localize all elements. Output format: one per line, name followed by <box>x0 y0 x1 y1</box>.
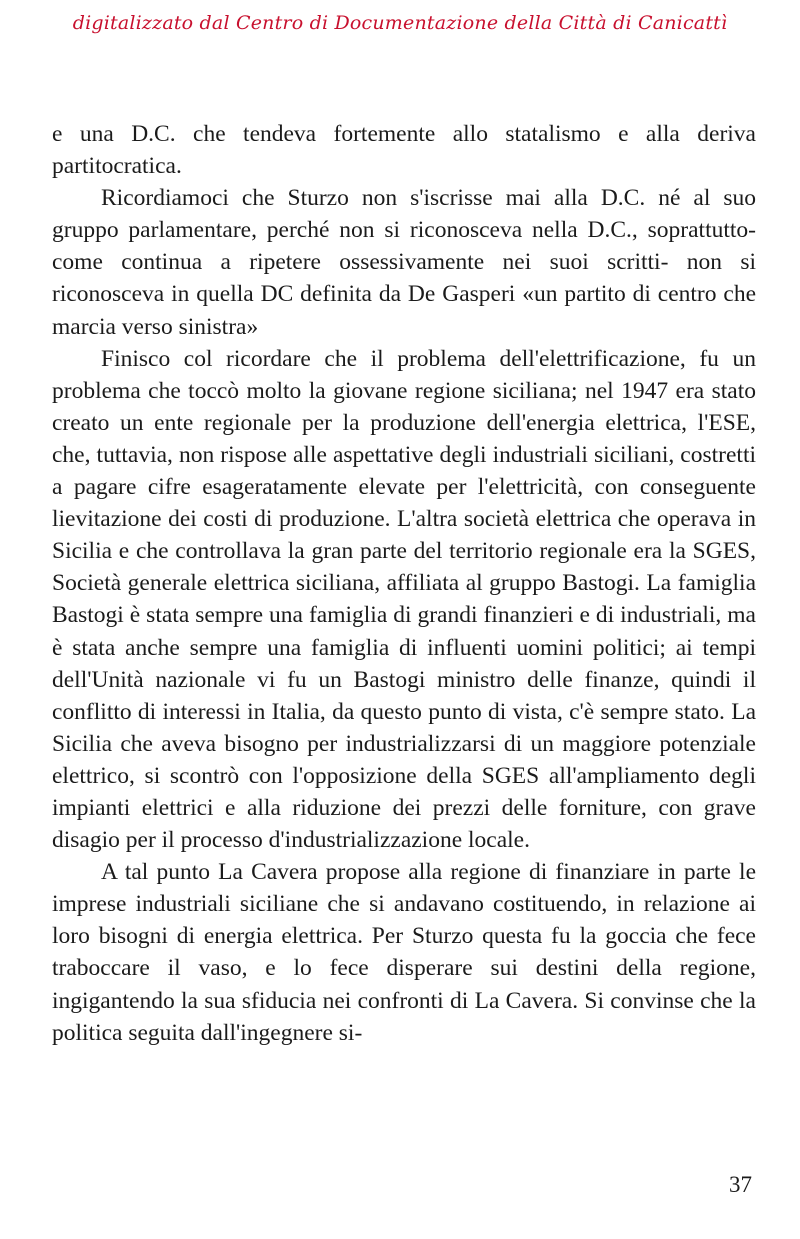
paragraph-continuation: e una D.C. che tendeva fortemente allo statalismo e alla deriva partitocratica. <box>52 121 756 180</box>
paragraph-la-cavera: A tal punto La Cavera propose alla regione di finanziare in parte le imprese industriali siciliane che si andavano costituendo, in relazione ai loro bisogni di energia elettrica. Per Sturzo questa fu la goccia che fece traboccare il vaso, e lo fece disperare sui destini della regione, ingigantendo la sua sfiducia nei confronti di La Cavera. Si convinse che la politica seguita dall'ingegnere si- <box>52 859 756 1046</box>
page-body <box>52 118 756 1049</box>
page-number: 37 <box>729 1172 752 1197</box>
paragraph-sturzo-dc: Ricordiamoci che Sturzo non s'iscrisse mai alla D.C. né al suo gruppo parlamentare, perché non si riconosceva nella D.C., soprattutto- come continua a ripetere ossessivamente nei suoi scritti- non si riconosceva in quella DC definita da De Gasperi «un partito di centro che marcia verso sinistra» <box>52 185 756 340</box>
paragraph-electrification: Finisco col ricordare che il problema dell'elettrificazione, fu un problema che toccò molto la giovane regione siciliana; nel 1947 era stato creato un ente regionale per la produzione dell'energia elettrica, l'ESE, che, tuttavia, non rispose alle aspettative degli industriali siciliani, costretti a pagare cifre esageratamente elevate per l'elettricità, con conseguente lievitazione dei costi di produzione. L'altra società elettrica che operava in Sicilia e che controllava la gran parte del territorio regionale era la SGES, Società generale elettrica siciliana, affiliata al gruppo Bastogi. La famiglia Bastogi è stata sempre una famiglia di grandi finanzieri e di industriali, ma è stata anche sempre una famiglia di influenti uomini politici; ai tempi dell'Unità nazionale vi fu un Bastogi ministro delle finanze, quindi il conflitto di interessi in Italia, da questo punto di vista, c'è sempre stato. La Sicilia che aveva bisogno per industrializzarsi di un maggiore potenziale elettrico, si scontrò con l'opposizione della SGES all'ampliamento degli impianti elettrici e alla riduzione dei prezzi delle forniture, con grave disagio per il processo d'industrializzazione locale. <box>52 345 756 854</box>
digitization-watermark: digitalizzato dal Centro di Documentazione della Città di Canicattì <box>72 12 728 34</box>
